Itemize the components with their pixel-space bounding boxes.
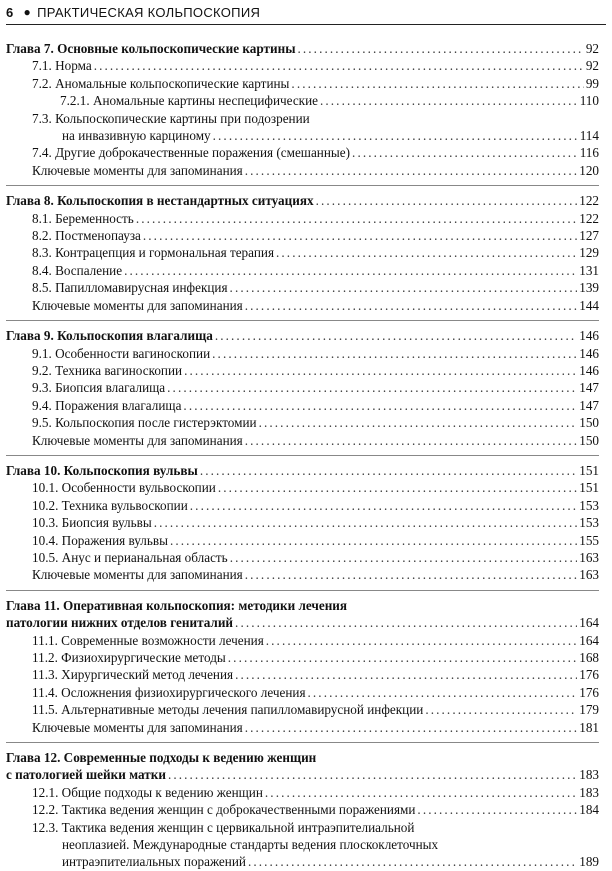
toc-entry[interactable]: Ключевые моменты для запоминания . . . 181: [6, 719, 599, 736]
toc-entry-continuation[interactable]: неоплазией. Международные стандарты ведения плоскоклеточных: [62, 837, 439, 853]
chapter-heading[interactable]: Глава 10. Кольпоскопия вульвы . . . 151: [6, 462, 599, 479]
toc-entry[interactable]: 8.1. Беременность . . . 122: [6, 210, 599, 227]
chapter-10: [6, 455, 599, 584]
bullet-icon: ●: [23, 5, 32, 19]
header-rule: [6, 24, 606, 25]
chapter-7: [6, 40, 599, 179]
chapter-heading[interactable]: Глава 8. Кольпоскопия в нестандартных ситуациях . . . 122: [6, 192, 599, 209]
toc-entry[interactable]: 8.5. Папилломавирусная инфекция . . . 139: [6, 279, 599, 296]
toc-entry[interactable]: 8.4. Воспаление . . . 131: [6, 262, 599, 279]
chapter-9: [6, 320, 599, 449]
toc-entry[interactable]: 10.2. Техника вульвоскопии . . . 153: [6, 497, 599, 514]
toc-subentry[interactable]: 7.2.1. Аномальные картины неспецифические . . . 110: [6, 92, 599, 109]
toc-entry[interactable]: 12.1. Общие подходы к ведению женщин . . . 183: [6, 784, 599, 801]
toc-entry[interactable]: 11.3. Хирургический метод лечения . . . 176: [6, 666, 599, 683]
toc-entry[interactable]: 11.1. Современные возможности лечения . . . 164: [6, 632, 599, 649]
toc-entry-continuation[interactable]: на инвазивную карциному . . . 114: [6, 127, 599, 144]
toc-entry[interactable]: 10.3. Биопсия вульвы . . . 153: [6, 514, 599, 531]
toc-entry[interactable]: 12.3. Тактика ведения женщин с цервикальной интраэпителиальной: [32, 819, 415, 835]
toc-entry[interactable]: 7.4. Другие доброкачественные поражения (смешанные) . . . 116: [6, 144, 599, 161]
chapter-11: [6, 590, 599, 736]
chapter-heading-continuation[interactable]: патологии нижних отделов гениталий . . . 164: [6, 614, 599, 631]
toc-entry[interactable]: 9.1. Особенности вагиноскопии . . . 146: [6, 345, 599, 362]
chapter-heading-continuation[interactable]: с патологией шейки матки . . . 183: [6, 766, 599, 783]
toc-entry-continuation[interactable]: интраэпителиальных поражений . . . 189: [6, 853, 599, 870]
toc-entry[interactable]: Ключевые моменты для запоминания . . . 150: [6, 432, 599, 449]
toc-entry[interactable]: 11.5. Альтернативные методы лечения папилломавирусной инфекции . . . 179: [6, 701, 599, 718]
toc-entry[interactable]: Ключевые моменты для запоминания . . . 163: [6, 566, 599, 583]
toc-entry[interactable]: 11.4. Осложнения физиохирургического лечения . . . 176: [6, 684, 599, 701]
toc-entry[interactable]: 12.2. Тактика ведения женщин с доброкачественными поражениями . . . 184: [6, 801, 599, 818]
toc-entry[interactable]: 7.1. Норма . . . 92: [6, 57, 599, 74]
chapter-12: [6, 742, 599, 871]
toc-entry[interactable]: 9.4. Поражения влагалища . . . 147: [6, 397, 599, 414]
toc-entry[interactable]: 10.4. Поражения вульвы . . . 155: [6, 532, 599, 549]
running-header: [6, 2, 606, 22]
chapter-heading[interactable]: Глава 12. Современные подходы к ведению женщин: [6, 750, 317, 766]
chapter-8: [6, 185, 599, 314]
toc-entry[interactable]: 9.2. Техника вагиноскопии . . . 146: [6, 362, 599, 379]
table-of-contents: [6, 40, 599, 871]
toc-entry[interactable]: 8.3. Контрацепция и гормональная терапия . . . 129: [6, 244, 599, 261]
toc-entry[interactable]: 10.5. Анус и перианальная область . . . 163: [6, 549, 599, 566]
toc-entry[interactable]: 7.3. Кольпоскопические картины при подозрении: [32, 110, 310, 126]
toc-entry[interactable]: 8.2. Постменопауза . . . 127: [6, 227, 599, 244]
running-title: ПРАКТИЧЕСКАЯ КОЛЬПОСКОПИЯ: [37, 4, 261, 20]
chapter-heading[interactable]: Глава 7. Основные кольпоскопические картины . . . 92: [6, 40, 599, 57]
chapter-heading[interactable]: Глава 11. Оперативная кольпоскопия: методики лечения: [6, 597, 348, 613]
toc-entry[interactable]: 10.1. Особенности вульвоскопии . . . 151: [6, 479, 599, 496]
toc-entry[interactable]: 9.5. Кольпоскопия после гистерэктомии . . . 150: [6, 414, 599, 431]
toc-entry[interactable]: 11.2. Физиохирургические методы . . . 168: [6, 649, 599, 666]
toc-entry[interactable]: Ключевые моменты для запоминания . . . 120: [6, 162, 599, 179]
page-number: 6: [6, 4, 14, 20]
toc-entry[interactable]: Ключевые моменты для запоминания . . . 144: [6, 297, 599, 314]
toc-entry[interactable]: 7.2. Аномальные кольпоскопические картины . . . 99: [6, 75, 599, 92]
chapter-heading[interactable]: Глава 9. Кольпоскопия влагалища . . . 146: [6, 327, 599, 344]
toc-entry[interactable]: 9.3. Биопсия влагалища . . . 147: [6, 379, 599, 396]
